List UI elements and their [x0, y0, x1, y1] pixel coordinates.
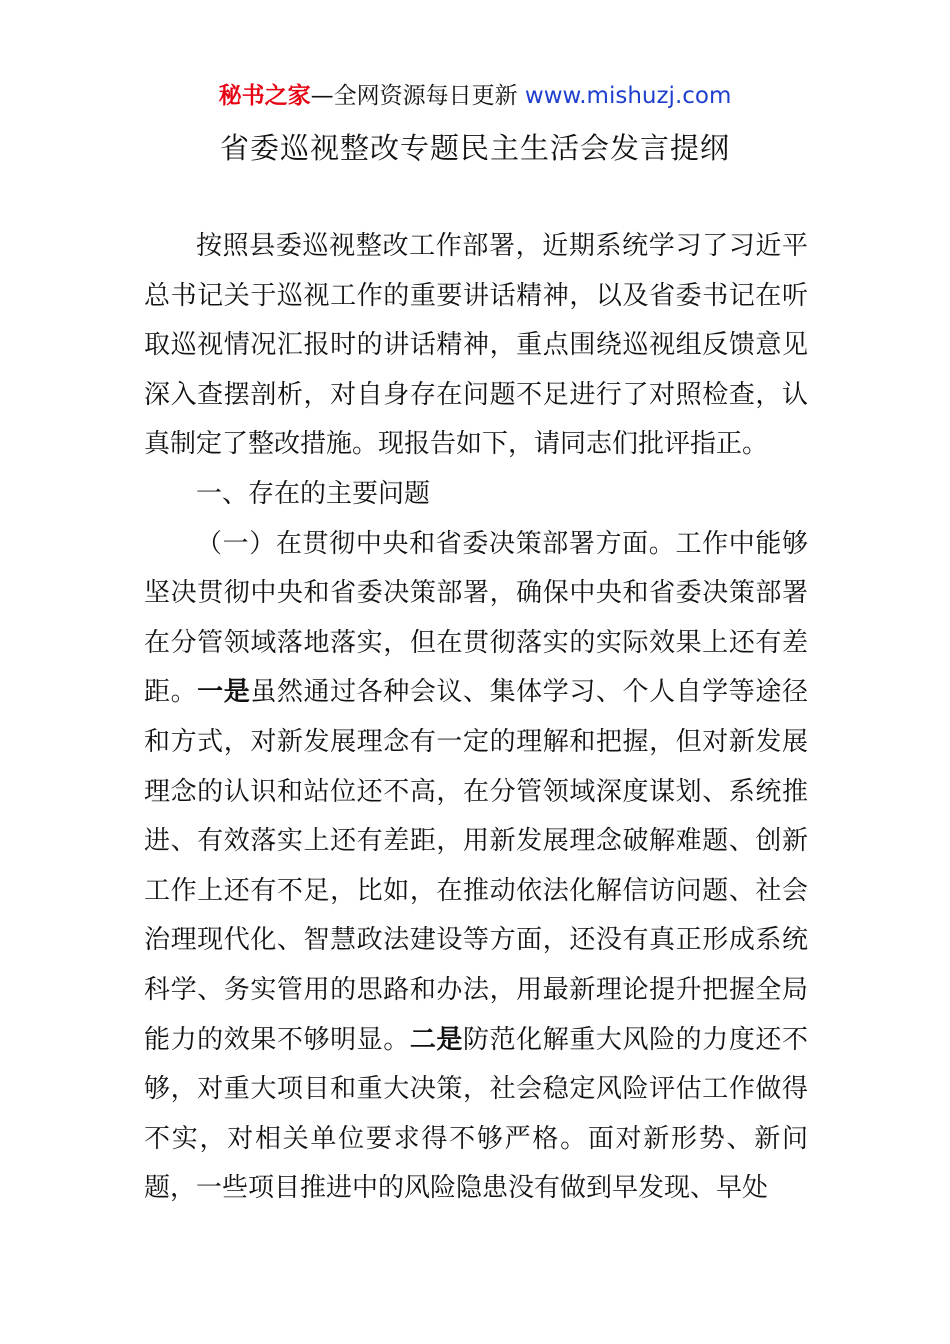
site-url-link[interactable]: www.mishuzj.com [524, 83, 732, 109]
emphasis-label: 一是 [197, 677, 251, 708]
paragraph-text: 防范化解重大风险的力度还不够，对重大项目和重大决策，社会稳定风险评估工作做得不实，对相关单位要求得不够严格。面对新形势、新问题，一些项目推进中的风险隐患没有做到早发现、早处 [144, 1024, 808, 1204]
paragraph-text: （一）在贯彻中央和省委决策部署方面。工作中能够坚决贯彻中央和省委决策部署，确保中央和省委决策部署在分管领域落地落实，但在贯彻落实的实际效果上还有差距。 [144, 528, 808, 708]
emphasis-label: 二是 [409, 1024, 463, 1055]
paragraph-text: 虽然通过各种会议、集体学习、个人自学等途径和方式，对新发展理念有一定的理解和把握，但对新发展理念的认识和站位还不高，在分管领域深度谋划、系统推进、有效落实上还有差距，用新发展理念破解难题、创新工作上还有不足，比如，在推动依法化解信访问题、社会治理现代化、智慧政法建设等方面，还没有真正形成系统科学、务实管用的思路和办法，用最新理论提升把握全局能力的效果不够明显。 [144, 677, 808, 1055]
section-paragraph [144, 520, 808, 1214]
document-body [144, 222, 808, 1214]
section-heading: 一、存在的主要问题 [196, 478, 431, 509]
intro-paragraph: 按照县委巡视整改工作部署，近期系统学习了习近平总书记关于巡视工作的重要讲话精神，以及省委书记在听取巡视情况汇报时的讲话精神，重点围绕巡视组反馈意见深入查摆剖析，对自身存在问题不足进行了对照检查，认真制定了整改措施。现报告如下，请同志们批评指正。 [144, 231, 808, 460]
site-header [0, 80, 950, 112]
brand-name: 秘书之家 [218, 83, 311, 109]
document-title: 省委巡视整改专题民主生活会发言提纲 [219, 131, 730, 165]
header-tagline: —全网资源每日更新 [310, 83, 525, 109]
